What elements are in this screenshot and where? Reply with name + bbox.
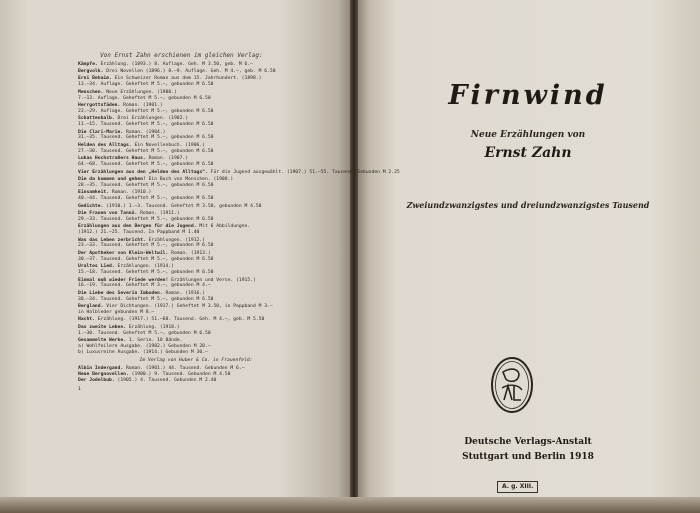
book-title-entry: Schattenhalb. bbox=[78, 116, 118, 122]
book-details: Erzählung. (1893.) 8. Auflage. Geh. M 3.50, geb. M 6.– bbox=[100, 61, 253, 67]
book-list-item bbox=[78, 69, 314, 75]
book-details: Erzählungen und Verse. (1915.) bbox=[171, 277, 256, 283]
book-subtitle: Neue Erzählungen von bbox=[470, 130, 586, 140]
book-details: Für die Jugend ausgewählt. (1907.) 51.–55. Tausend. Gebunden M 2.25 bbox=[210, 169, 400, 175]
book-title-entry: Gesammelte Werke. bbox=[78, 338, 129, 344]
book-details: 64.–68. Tausend. Geheftet M 5.–, gebunden M 6.50 bbox=[78, 162, 214, 168]
book-details: 29.–33. Tausend. Geheftet M 5.–, gebunden M 6.50 bbox=[78, 216, 214, 222]
book-list-item bbox=[78, 243, 314, 249]
book-list-item bbox=[78, 122, 314, 128]
book-details: Ein Buch von Menschen. (1908.) bbox=[148, 176, 234, 182]
book-list-item bbox=[78, 135, 314, 141]
book-title: Firnwind bbox=[448, 80, 608, 111]
book-list-item bbox=[78, 283, 314, 289]
book-details: Vier Dichtungen. (1917.) Geheftet M 3.50, in Pappband M 3.– bbox=[106, 304, 273, 310]
book-list-item bbox=[78, 96, 314, 102]
book-details: Erzählungen. (1912.) bbox=[148, 237, 206, 243]
book-list-item bbox=[78, 162, 314, 168]
book-details: Erzählungen. (1914.) bbox=[117, 264, 174, 270]
author-name: Ernst Zahn bbox=[484, 145, 572, 161]
book-details: (1900.) 9. Tausend. Gebunden M 4.50 bbox=[131, 371, 231, 377]
book-title-entry: Uraltes Lied. bbox=[78, 264, 118, 270]
book-list-item bbox=[78, 257, 314, 263]
book-title-entry: Einsamkeit. bbox=[78, 190, 112, 196]
book-details: 15.–18. Tausend. Geheftet M 5.–, gebunden M 6.50 bbox=[78, 270, 214, 276]
book-title-entry: Der Apotheker von Klein-Weltwil. bbox=[78, 250, 172, 256]
book-details: Roman. (1916.) bbox=[165, 290, 206, 296]
book-list-item bbox=[78, 149, 314, 155]
book-title-entry: Menschen. bbox=[78, 89, 107, 95]
book-details: (1910.) 1.–3. Tausend. Geheftet M 3.50, gebunden M 4.50 bbox=[106, 203, 262, 209]
book-details: b) Luxusreihe Ausgabe. (1914.) Gebunden M 30.– bbox=[78, 349, 208, 355]
book-details: 27.–30. Tausend. Geheftet M 5.–, gebunden M 6.50 bbox=[78, 148, 214, 154]
book-details: 40.–44. Tausend. Geheftet M 5.–, gebunden M 6.50 bbox=[78, 196, 214, 202]
book-details: 31.–35. Tausend. Geheftet M 5.–, gebunden M 6.50 bbox=[78, 135, 214, 141]
book-details: Roman. (1910.) bbox=[111, 190, 152, 196]
book-list-item bbox=[78, 350, 314, 356]
book-title-entry: Herrgottsfäden. bbox=[78, 102, 124, 108]
book-list bbox=[78, 60, 400, 392]
book-title-entry: Einmal muß wieder Friede werden! bbox=[78, 277, 172, 283]
book-title-entry: Bergland. bbox=[78, 304, 107, 310]
publisher-list-heading: Von Ernst Zahn erschienen im gleichen Verlag: bbox=[100, 52, 263, 59]
book-title-entry: Albin Indergand. bbox=[78, 365, 126, 371]
publisher-logo-icon bbox=[490, 356, 534, 414]
book-details: a) Wohlfeilere Ausgabe. (1902.) Gebunden M 20.– bbox=[78, 344, 211, 350]
book-details: Mit 6 Abbildungen. bbox=[199, 224, 251, 230]
page-bottom-edge bbox=[0, 497, 700, 513]
book-title-entry: Vier Erzählungen aus den „Helden des Alltags“. bbox=[78, 169, 211, 175]
book-details: 16.–19. Tausend. Geheftet M 3.–, gebunden M 4.– bbox=[78, 283, 211, 289]
book-title-entry: Helden des Alltags. bbox=[78, 142, 135, 148]
book-list-item bbox=[78, 297, 314, 303]
book-title-entry: Kämpfe. bbox=[78, 61, 101, 67]
book-title-entry: Lukas Hochstraßers Haus. bbox=[78, 156, 149, 162]
book-list-item bbox=[78, 169, 400, 176]
book-details: Drei Novellen (1896.) 8.–9. Auflage. Geh. M 4.–, geb. M 6.50 bbox=[106, 68, 276, 74]
book-title-entry: Die da kommen und gehen! bbox=[78, 176, 149, 182]
book-title-entry: Die Clari-Marie. bbox=[78, 129, 126, 135]
book-details: 30.–34. Tausend. Geheftet M 5.–, gebunden M 6.50 bbox=[78, 296, 214, 302]
book-details: Roman. (1904.) bbox=[125, 129, 166, 135]
book-title-entry: Erzählungen aus den Bergen für die Jugend. bbox=[78, 224, 200, 230]
book-details: Drei Erzählungen. (1902.) bbox=[117, 116, 189, 122]
book-list-item bbox=[78, 196, 314, 202]
book-details: (1912.) 21.–25. Tausend. In Pappband M 1.40 bbox=[78, 230, 200, 236]
book-details: Roman. (1907.) bbox=[148, 156, 189, 162]
book-list-item bbox=[78, 62, 314, 68]
book-list-item bbox=[78, 230, 314, 236]
book-details: 1.–30. Tausend. Geheftet M 5.–, gebunden M 6.50 bbox=[78, 330, 211, 336]
book-title-entry: Erni Behaim. bbox=[78, 76, 115, 82]
book-title-entry: Gedichte. bbox=[78, 203, 107, 209]
book-details: 23.–33. Tausend. Geheftet M 5.–, gebunden M 6.50 bbox=[78, 243, 214, 249]
book-title-entry: Das zweite Leben. bbox=[78, 324, 129, 330]
book-title-entry: Bergvolk. bbox=[78, 68, 107, 74]
book-title-entry: Die Frauen von Tannö. bbox=[78, 210, 141, 216]
book-list-item bbox=[78, 310, 314, 316]
book-list-item bbox=[78, 270, 314, 276]
book-details: Roman. (1901.) 44. Tausend. Gebunden M 6.– bbox=[125, 365, 245, 371]
book-list-item bbox=[78, 331, 314, 337]
book-details: Roman. (1913.) bbox=[171, 250, 211, 256]
publication-place-year: Stuttgart und Berlin 1918 bbox=[462, 452, 594, 462]
book-details: 28.–35. Tausend. Geheftet M 5.–, gebunden M 6.50 bbox=[78, 182, 214, 188]
book-list-item bbox=[78, 378, 314, 384]
book-title-entry: Die Liebe des Severin Imboden. bbox=[78, 290, 166, 296]
book-details: 13.–34. Auflage. Geheftet M 5.–, gebunden M 6.50 bbox=[78, 82, 214, 88]
book-title-entry: Der Jodelbub. bbox=[78, 377, 118, 383]
book-details: Neue Erzählungen. (1900.) bbox=[106, 89, 177, 95]
book-details: in Halbleder gebunden M 8.– bbox=[78, 310, 155, 316]
library-stamp: A. g. XIII. bbox=[497, 481, 538, 493]
book-details: 23.–29. Auflage. Geheftet M 5.–, gebunden M 6.50 bbox=[78, 108, 214, 114]
book-details: Erzählung. (1918.) bbox=[128, 324, 180, 330]
book-title-entry: Was das Leben zerbricht. bbox=[78, 237, 149, 243]
book-list-item bbox=[78, 109, 314, 115]
book-details: Roman. (1901.) bbox=[123, 102, 163, 108]
publisher-name: Deutsche Verlags-Anstalt bbox=[464, 437, 592, 447]
book-details: 11.–15. Tausend. Geheftet M 5.–, gebunden M 6.50 bbox=[78, 122, 214, 128]
book-list-item bbox=[78, 204, 314, 210]
book-details: Ein Novellenbuch. (1906.) bbox=[134, 142, 206, 148]
edition-line: Zweiundzwanzigstes und dreiundzwanzigstes Tausend bbox=[406, 200, 650, 210]
book-list-item bbox=[78, 183, 314, 189]
page-number: 1 bbox=[78, 386, 81, 392]
book-details: (1905.) 4. Tausend. Gebunden M 2.40 bbox=[117, 377, 217, 383]
book-list-item bbox=[78, 317, 314, 323]
book-list-item bbox=[78, 82, 314, 88]
book-list-item bbox=[78, 217, 314, 223]
book-title-entry: Nacht. bbox=[78, 317, 98, 323]
book-title-entry: Neue Bergnovellen. bbox=[78, 371, 132, 377]
book-details: Ein Schweizer Roman aus dem 15. Jahrhundert. (1898.) bbox=[114, 76, 262, 82]
book-details: 7.–13. Auflage. Geheftet M 5.–, gebunden M 6.50 bbox=[78, 95, 211, 101]
book-details: 1. Serie. 10 Bände. bbox=[128, 338, 183, 344]
huber-note: Im Verlag von Huber & Co. in Frauenfeld: bbox=[139, 357, 253, 363]
book-details: Erzählung. (1917.) 51.–60. Tausend. Geh. M 4.–, geb. M 5.50 bbox=[97, 317, 265, 323]
book-details: 30.–37. Tausend. Geheftet M 5.–, gebunden M 6.50 bbox=[78, 256, 214, 262]
book-details: Roman. (1911.) bbox=[140, 210, 180, 216]
